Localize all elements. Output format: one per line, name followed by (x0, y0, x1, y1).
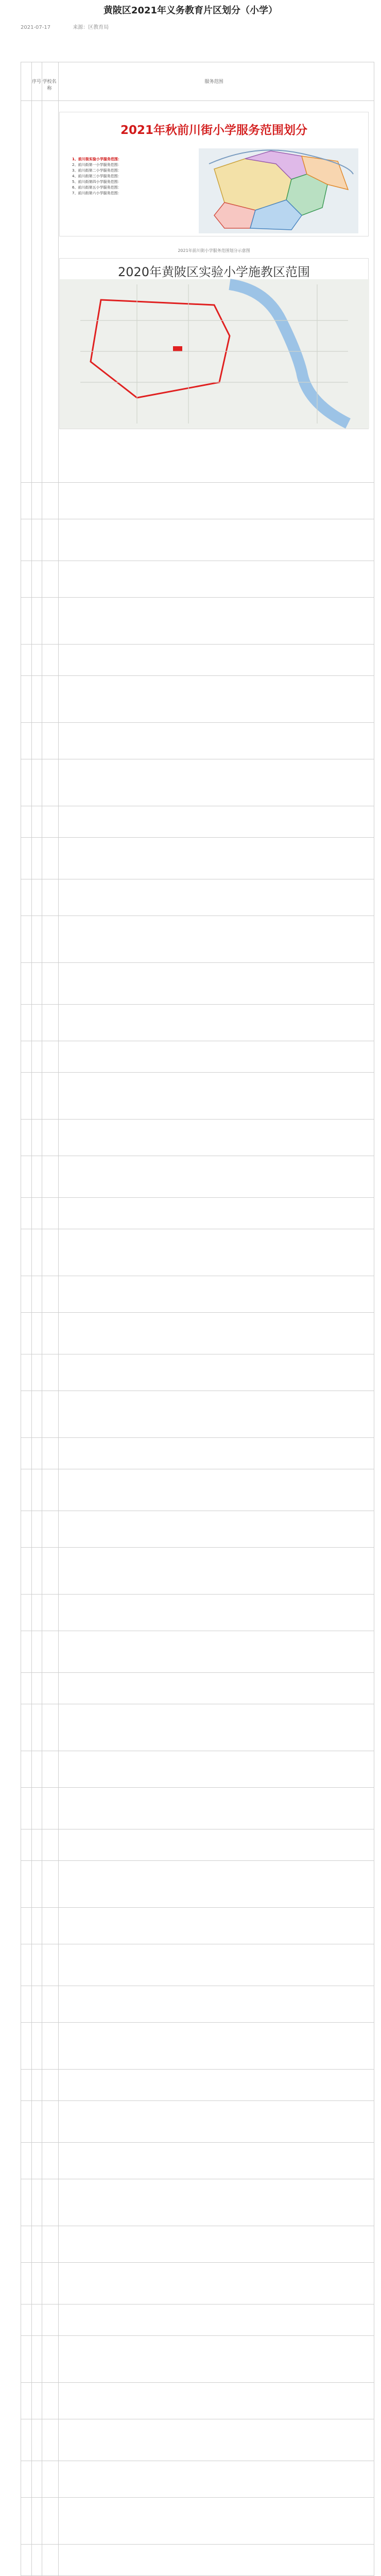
table-row (21, 759, 374, 806)
map2-graphic (60, 259, 369, 429)
table-row (21, 1438, 374, 1469)
legend-item: 3、前川街第二小学服务范围： (72, 168, 122, 173)
zoning-table (21, 62, 374, 2576)
table-row (21, 2143, 374, 2179)
table-row (21, 879, 374, 916)
school-marker (173, 346, 182, 351)
table-row (21, 2304, 374, 2336)
table-row (21, 1005, 374, 1041)
table-row (21, 1073, 374, 1120)
table-row (21, 1788, 374, 1829)
table-row (21, 2336, 374, 2383)
table-row (21, 483, 374, 519)
table-row (21, 1469, 374, 1511)
table-row (21, 838, 374, 879)
source-label: 来源：区教育局 (73, 25, 109, 30)
legend-item: 2、前川街第一小学服务范围： (72, 163, 122, 167)
map-experimental-primary-zone (59, 258, 369, 429)
table-row (21, 1986, 374, 2023)
table-row (21, 1829, 374, 1861)
table-row (21, 1198, 374, 1229)
table-row (21, 1156, 374, 1198)
table-row (21, 2419, 374, 2461)
table-row (21, 436, 374, 483)
zoning-rows (21, 436, 374, 2576)
table-row (21, 1511, 374, 1548)
header-col-2: 序号 (31, 79, 41, 84)
table-row (21, 561, 374, 598)
legend-item: 7、前川街第六小学服务范围： (72, 191, 122, 195)
map1-caption: 2021年前川街小学服务范围划分示意图 (178, 248, 250, 253)
table-row (21, 2498, 374, 2545)
table-row (21, 963, 374, 1005)
table-row (21, 2461, 374, 2498)
legend-item: 4、前川街第三小学服务范围： (72, 174, 122, 178)
header-col-4: 服务范围 (204, 79, 223, 84)
publish-date: 2021-07-17 (21, 25, 51, 30)
table-row (21, 2545, 374, 2576)
table-row (21, 1908, 374, 1944)
header-col-3: 学校名称 (42, 79, 57, 91)
table-row (21, 916, 374, 963)
table-header (21, 62, 374, 101)
legend-item: 5、前川街第四小学服务范围： (72, 180, 122, 184)
table-row (21, 1673, 374, 1704)
table-row (21, 676, 374, 723)
legend-item: 1、前川街实验小学服务范围： (72, 157, 122, 161)
table-row (21, 1631, 374, 1673)
table-row (21, 598, 374, 645)
table-row (21, 2179, 374, 2226)
table-row (21, 1391, 374, 1438)
table-row (21, 806, 374, 838)
table-row (21, 723, 374, 759)
meta-line (21, 23, 129, 30)
table-row (21, 1548, 374, 1595)
table-row (21, 2070, 374, 2101)
page-title: 黄陂区2021年义务教育片区划分（小学） (103, 5, 278, 16)
map1-title: 2021年秋前川街小学服务范围划分 (120, 124, 307, 137)
table-row (21, 1751, 374, 1788)
legend-item: 6、前川街第五小学服务范围： (72, 185, 122, 190)
table-row (21, 2263, 374, 2304)
table-row (21, 1120, 374, 1156)
table-row (21, 519, 374, 561)
table-row (21, 1276, 374, 1313)
table-row (21, 1354, 374, 1391)
table-row (21, 2226, 374, 2263)
table-row (21, 2101, 374, 2143)
map2-title: 2020年黄陂区实验小学施教区范围 (117, 265, 310, 279)
map1-legend (72, 157, 175, 196)
table-row (21, 645, 374, 676)
table-row (21, 1944, 374, 1986)
table-row (21, 2383, 374, 2419)
map-qianchuan-zoning (59, 112, 369, 236)
table-row (21, 1041, 374, 1073)
table-row (21, 1229, 374, 1276)
table-row (21, 1595, 374, 1631)
table-row (21, 1704, 374, 1751)
table-row (21, 1861, 374, 1908)
table-row (21, 1313, 374, 1354)
table-row (21, 2023, 374, 2070)
